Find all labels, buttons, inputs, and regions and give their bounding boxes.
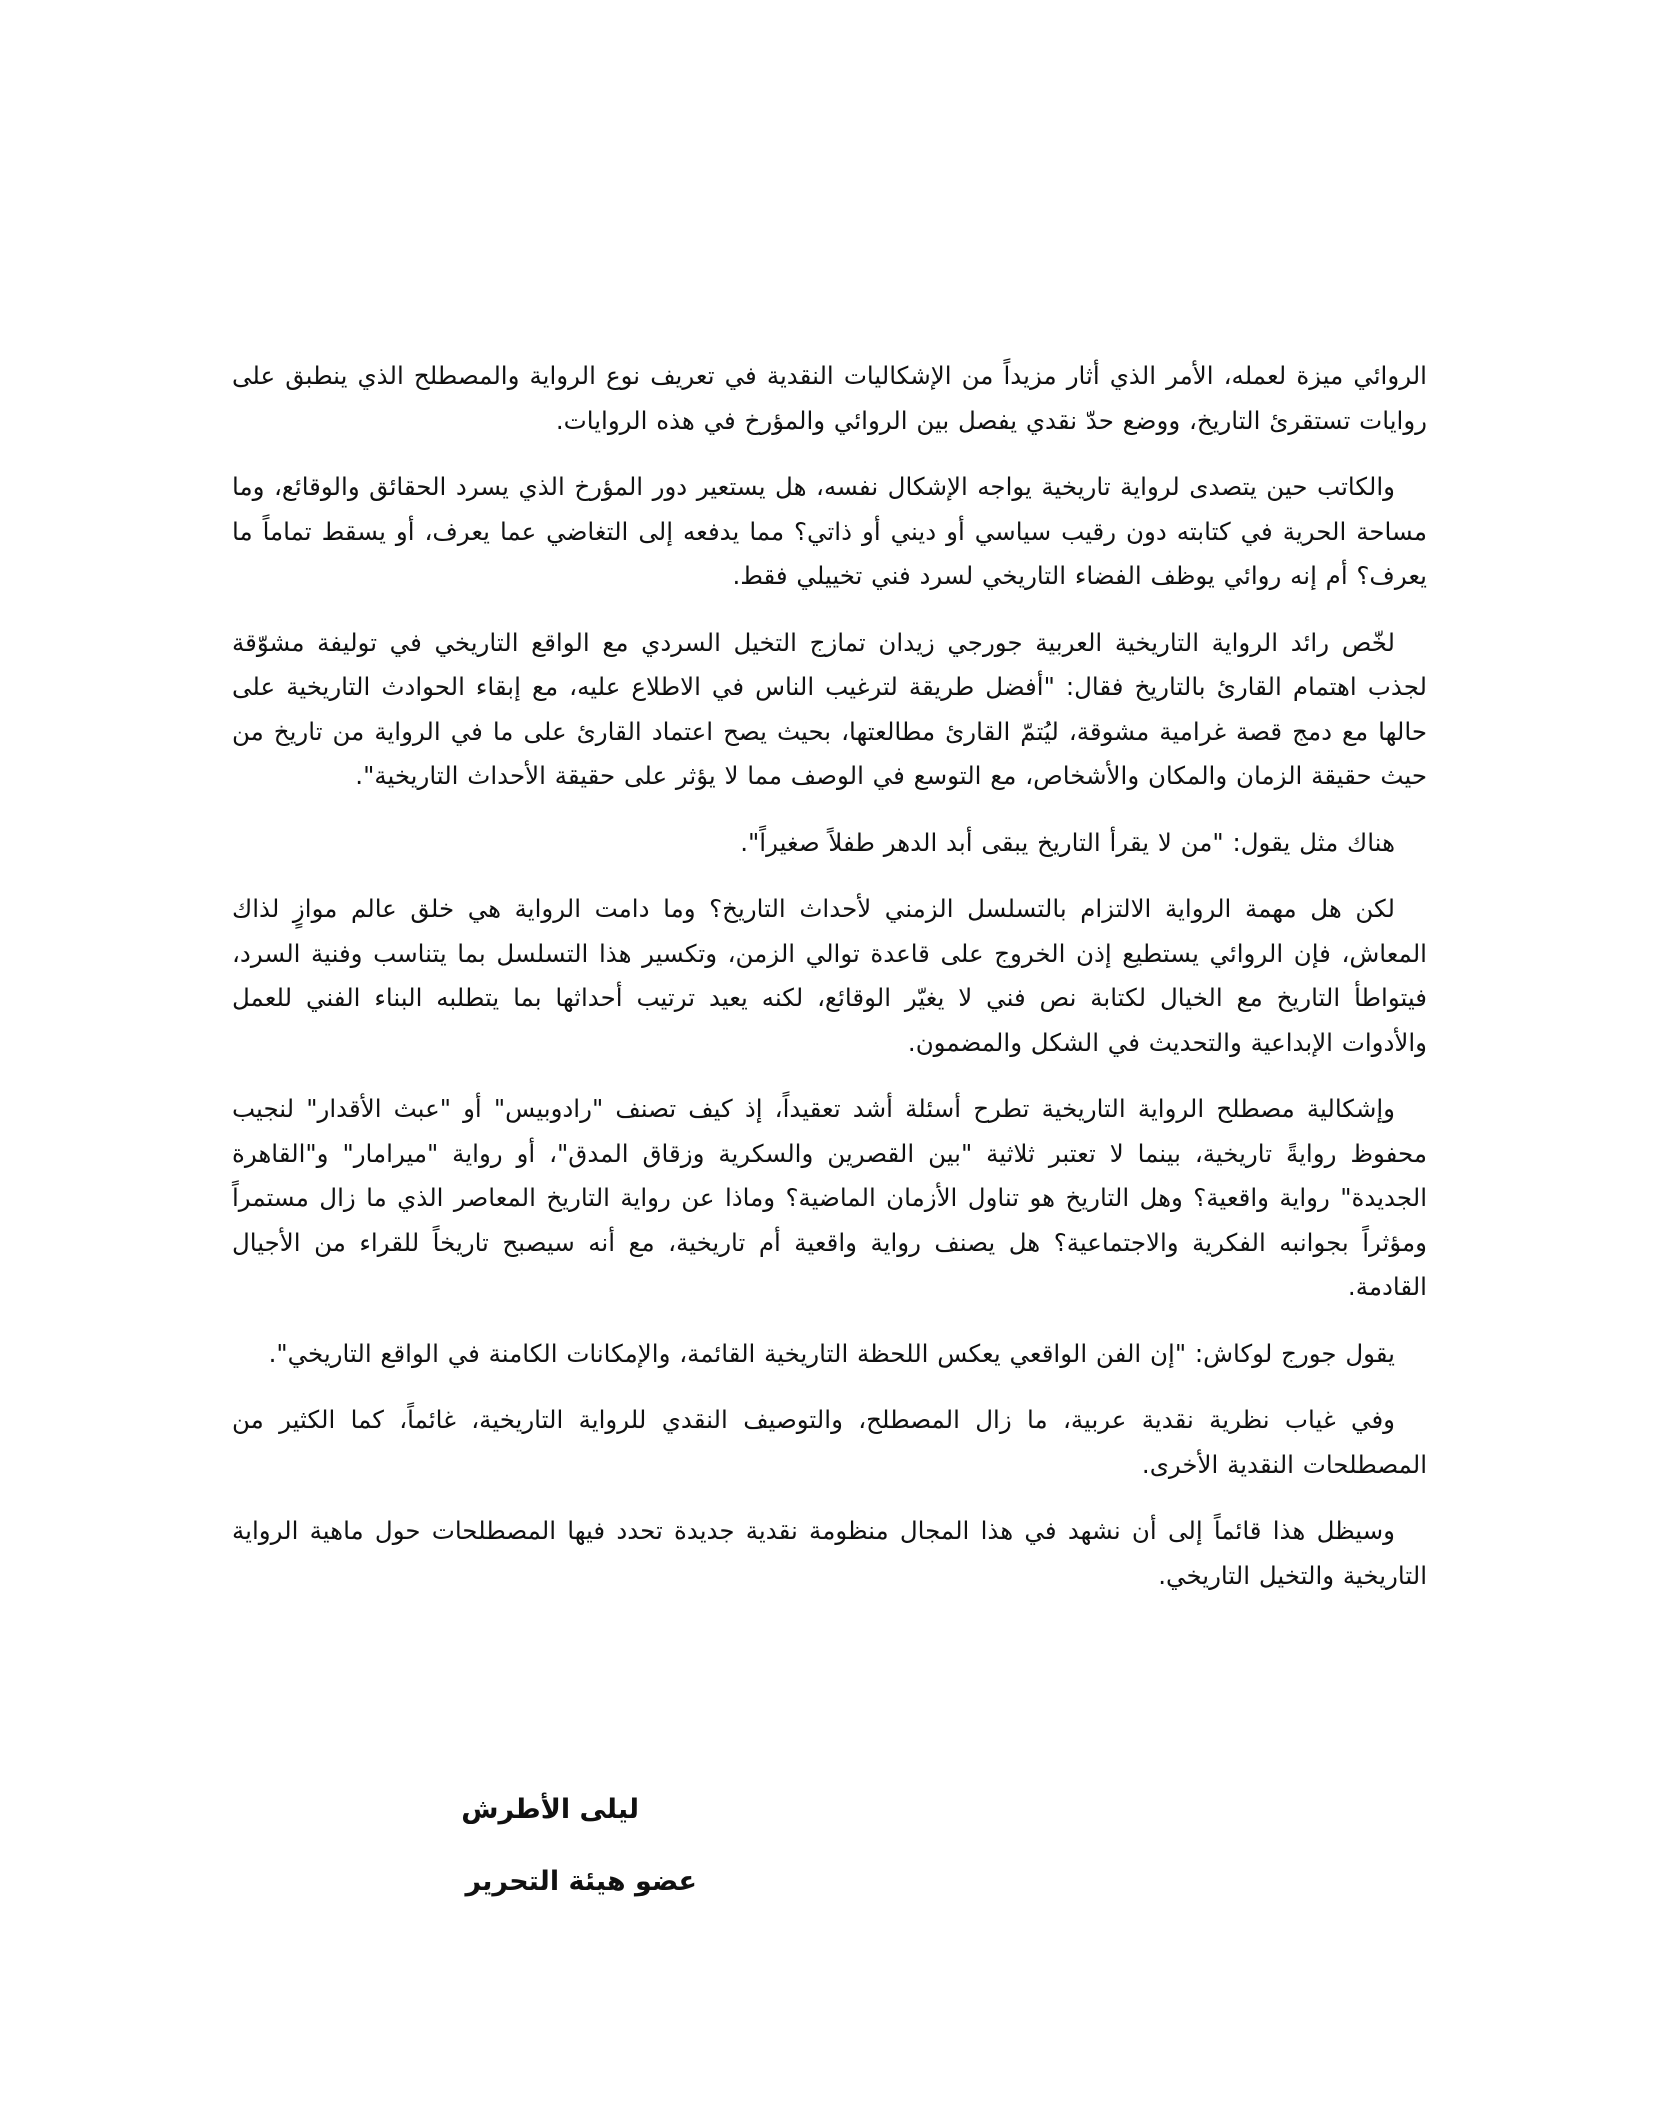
paragraph-9: وسيظل هذا قائماً إلى أن نشهد في هذا المجال منظومة نقدية جديدة تحدد فيها المصطلحات حول ماهية الرواية التاريخية والتخيل التاريخي. xyxy=(232,1516,1427,1590)
paragraph-8: وفي غياب نظرية نقدية عربية، ما زال المصطلح، والتوصيف النقدي للرواية التاريخية، غائماً، كما الكثير من المصطلحات النقدية الأخرى. xyxy=(232,1405,1427,1479)
author-role: عضو هيئة التحرير xyxy=(465,1866,697,1897)
article-body xyxy=(232,354,1427,1620)
author-name: ليلى الأطرش xyxy=(461,1794,639,1825)
paragraph-1: الروائي ميزة لعمله، الأمر الذي أثار مزيداً من الإشكاليات النقدية في تعريف نوع الرواية والمصطلح الذي ينطبق على روايات تستقرئ التاريخ، ووضع حدّ نقدي يفصل بين الروائي والمؤرخ في هذه الروايات. xyxy=(232,361,1427,435)
paragraph-7: يقول جورج لوكاش: "إن الفن الواقعي يعكس اللحظة التاريخية القائمة، والإمكانات الكامنة في الواقع التاريخي". xyxy=(268,1338,1395,1368)
paragraph-6: وإشكالية مصطلح الرواية التاريخية تطرح أسئلة أشد تعقيداً، إذ كيف تصنف "رادوبيس" أو "عبث الأقدار" لنجيب محفوظ روايةً تاريخية، بينما لا تعتبر ثلاثية "بين القصرين والسكرية وزقاق المدق"، أو رواية "ميرامار" و"القاهرة الجديدة" رواية واقعية؟ وهل التاريخ هو تناول الأزمان الماضية؟ وماذا عن رواية التاريخ المعاصر الذي ما زال مستمراً ومؤثراً بجوانبه الفكرية والاجتماعية؟ هل يصنف رواية واقعية أم تاريخية، مع أنه سيصبح تاريخاً للقراء من الأجيال القادمة. xyxy=(232,1094,1427,1301)
paragraph-5: لكن هل مهمة الرواية الالتزام بالتسلسل الزمني لأحداث التاريخ؟ وما دامت الرواية هي خلق عالم موازٍ لذاك المعاش، فإن الروائي يستطيع إذن الخروج على قاعدة توالي الزمن، وتكسير هذا التسلسل بما يتناسب وفنية السرد، فيتواطأ التاريخ مع الخيال لكتابة نص فني لا يغيّر الوقائع، لكنه يعيد ترتيب أحداثها بما يتطلبه البناء الفني للعمل والأدوات الإبداعية والتحديث في الشكل والمضمون. xyxy=(232,894,1427,1057)
paragraph-3: لخّص رائد الرواية التاريخية العربية جورجي زيدان تمازج التخيل السردي مع الواقع التاريخي في توليفة مشوّقة لجذب اهتمام القارئ بالتاريخ فقال: "أفضل طريقة لترغيب الناس في الاطلاع عليه، مع إبقاء الحوادث التاريخية على حالها مع دمج قصة غرامية مشوقة، ليُتمّ القارئ مطالعتها، بحيث يصح اعتماد القارئ على ما في الرواية من تاريخ من حيث حقيقة الزمان والمكان والأشخاص، مع التوسع في الوصف مما لا يؤثر على حقيقة الأحداث التاريخية". xyxy=(232,627,1427,790)
signature-block xyxy=(232,1790,1427,1934)
paragraph-4: هناك مثل يقول: "من لا يقرأ التاريخ يبقى أبد الدهر طفلاً صغيراً". xyxy=(740,827,1395,857)
paragraph-2: والكاتب حين يتصدى لرواية تاريخية يواجه الإشكال نفسه، هل يستعير دور المؤرخ الذي يسرد الحقائق والوقائع، وما مساحة الحرية في كتابته دون رقيب سياسي أو ديني أو ذاتي؟ مما يدفعه إلى التغاضي عما يعرف، أو يسقط تماماً ما يعرف؟ أم إنه روائي يوظف الفضاء التاريخي لسرد فني تخييلي فقط. xyxy=(232,472,1427,590)
